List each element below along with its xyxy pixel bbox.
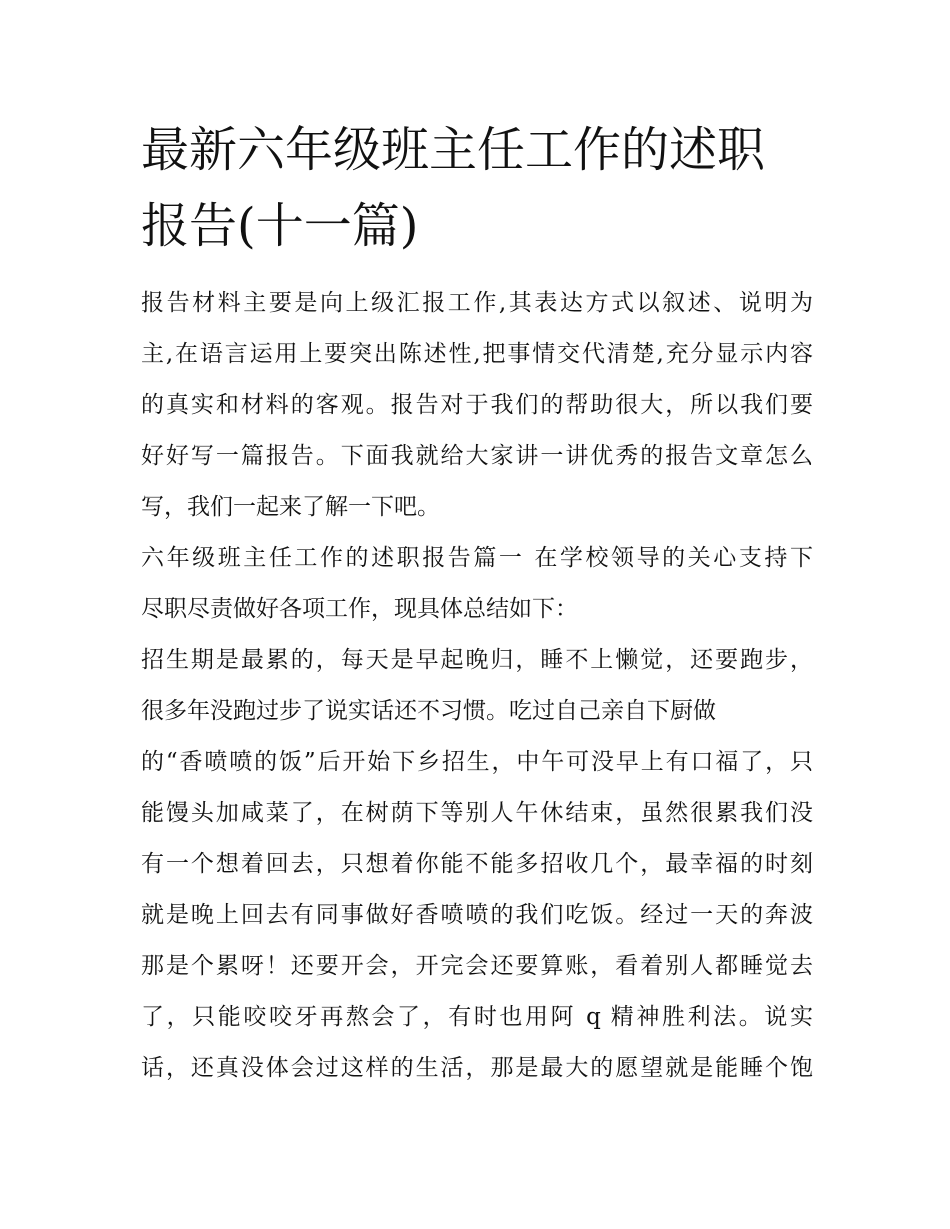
body-line: 就是晚上回去有同事做好香喷喷的我们吃饭。经过一天的奔波 (141, 902, 813, 928)
body-line: 写，我们一起来了解一下吧。 (141, 494, 440, 520)
document-content (141, 112, 813, 1102)
body-line: 招生期是最累的，每天是早起晚归，睡不上懒觉，还要跑步， (141, 647, 813, 673)
body-line: 那是个累呀！还要开会，开完会还要算账，看着别人都睡觉去 (141, 953, 813, 979)
title-line: 最新六年级班主任工作的述职 (141, 122, 766, 178)
body-line: 主,在语言运用上要突出陈述性,把事情交代清楚,充分显示内容 (141, 341, 813, 367)
body-line: 的“香喷喷的饭”后开始下乡招生，中午可没早上有口福了，只 (141, 749, 813, 775)
body-line: 话，还真没体会过这样的生活，那是最大的愿望就是能睡个饱 (141, 1055, 813, 1081)
body-line: 的真实和材料的客观。报告对于我们的帮助很大，所以我们要 (141, 392, 813, 418)
body-line: 很多年没跑过步了说实话还不习惯。吃过自己亲自下厨做 (141, 698, 716, 724)
document-body (141, 286, 813, 1102)
document-title (141, 112, 813, 264)
body-line: 能馒头加咸菜了，在树荫下等别人午休结束，虽然很累我们没 (141, 800, 813, 826)
body-line: 六年级班主任工作的述职报告篇一 在学校领导的关心支持下 (141, 545, 813, 571)
body-line: 了，只能咬咬牙再熬会了，有时也用阿 q 精神胜利法。说实 (141, 1004, 813, 1030)
body-line: 尽职尽责做好各项工作，现具体总结如下： (141, 596, 578, 622)
body-line: 有一个想着回去，只想着你能不能多招收几个，最幸福的时刻 (141, 851, 813, 877)
body-line: 报告材料主要是向上级汇报工作,其表达方式以叙述、说明为 (141, 290, 813, 316)
title-line: 报告(十一篇) (141, 198, 419, 254)
body-line: 好好写一篇报告。下面我就给大家讲一讲优秀的报告文章怎么 (141, 443, 813, 469)
